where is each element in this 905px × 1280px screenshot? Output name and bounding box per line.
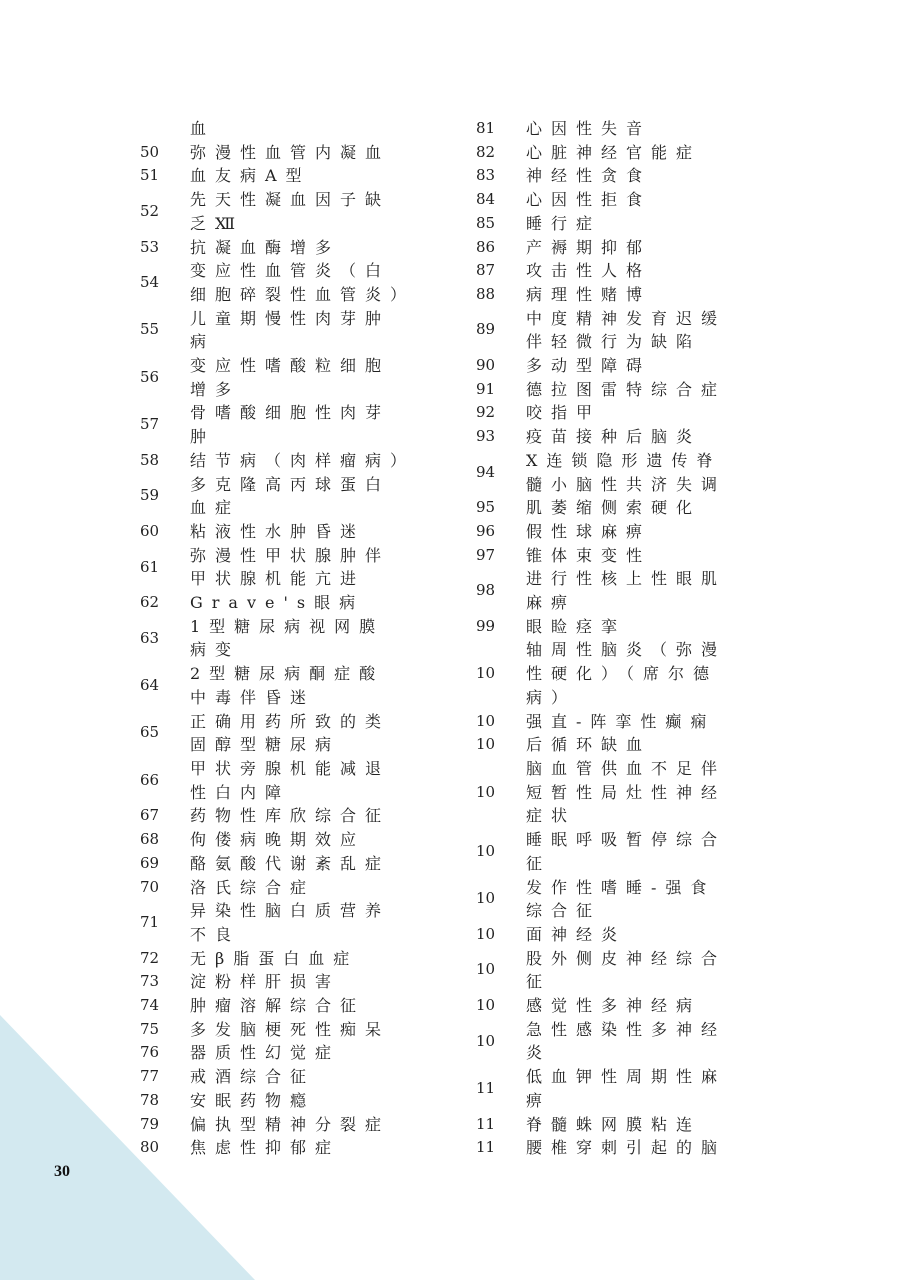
entry-number: 51 <box>140 166 160 185</box>
entry-term-line: 不良 <box>190 924 241 944</box>
entry-number: 81 <box>476 119 496 137</box>
entry-terms <box>190 804 440 828</box>
entry-term-line: 伴轻微行为缺陷 <box>526 332 702 352</box>
entry-term-line: 2型糖尿病酮症酸 <box>190 664 385 684</box>
entry-number: 53 <box>140 237 160 256</box>
entry-number: 89 <box>476 320 496 339</box>
entry-row <box>140 710 440 757</box>
entry-row <box>476 164 776 188</box>
entry-row <box>140 354 440 401</box>
entry-row <box>140 828 440 852</box>
entry-terms <box>190 1018 440 1042</box>
entry-row <box>140 1065 440 1089</box>
entry-number: 96 <box>476 521 496 540</box>
entry-term-line: 药物性库欣综合征 <box>190 806 391 826</box>
entry-number: 91 <box>476 379 496 398</box>
entry-terms <box>526 567 776 614</box>
entry-number: 94 <box>476 462 496 481</box>
entry-row <box>476 401 776 425</box>
entry-number: 50 <box>140 142 160 161</box>
entry-number: 99 <box>476 616 496 635</box>
entry-terms <box>526 188 776 212</box>
entry-term-line: 酪氨酸代谢紊乱症 <box>190 853 391 873</box>
entry-terms <box>526 638 776 709</box>
entry-term-line: 血 <box>190 119 216 138</box>
entry-term-line: 焦虑性抑郁症 <box>190 1138 341 1158</box>
entry-number: 97 <box>476 545 496 564</box>
entry-term-line: 心因性拒食 <box>526 190 652 210</box>
entry-row <box>476 828 776 875</box>
entry-term-line: 变应性嗜酸粒细胞 <box>190 356 391 376</box>
entry-term-line: 疫苗接种后脑炎 <box>526 427 702 447</box>
entry-row <box>140 876 440 900</box>
entry-term-line: 固醇型糖尿病 <box>190 735 341 755</box>
entry-term-line: 安眠药物瘾 <box>190 1090 316 1110</box>
entry-terms <box>526 923 776 947</box>
entry-term-line: 弥漫性甲状腺肿伴 <box>190 545 391 565</box>
entry-row <box>476 1065 776 1112</box>
entry-terms <box>526 283 776 307</box>
entry-terms <box>526 378 776 402</box>
entry-row <box>140 164 440 188</box>
entry-number: 59 <box>140 486 160 505</box>
entry-terms <box>526 425 776 449</box>
entry-terms <box>526 994 776 1018</box>
entry-terms <box>190 354 440 401</box>
entry-terms <box>526 164 776 188</box>
entry-terms <box>190 947 440 971</box>
entry-row <box>476 710 776 734</box>
entry-number: 84 <box>476 190 496 209</box>
entry-number: 78 <box>140 1090 160 1109</box>
entry-term-line: 病 <box>190 332 216 352</box>
entry-terms <box>526 236 776 260</box>
entry-term-line: 多动型障碍 <box>526 356 652 376</box>
entry-terms <box>190 236 440 260</box>
entry-number: 82 <box>476 142 496 161</box>
entry-number: 67 <box>140 806 160 825</box>
entry-number: 10 <box>476 924 496 943</box>
entry-number: 90 <box>476 356 496 375</box>
entry-number: 73 <box>140 972 160 991</box>
entry-terms <box>190 828 440 852</box>
entry-term-line: 病） <box>526 687 577 707</box>
entry-terms <box>190 473 440 520</box>
entry-term-line: 攻击性人格 <box>526 261 652 281</box>
entry-row <box>140 1041 440 1065</box>
entry-term-line: 心因性失音 <box>526 119 652 138</box>
entry-row <box>476 757 776 828</box>
entry-number: 88 <box>476 284 496 303</box>
entry-term-line: 粘液性水肿昏迷 <box>190 521 366 541</box>
entry-row <box>476 638 776 709</box>
entry-row <box>476 188 776 212</box>
entry-row <box>476 994 776 1018</box>
entry-term-line: 产褥期抑郁 <box>526 237 652 257</box>
entry-row <box>476 425 776 449</box>
entry-terms <box>526 401 776 425</box>
entry-terms <box>526 520 776 544</box>
entry-row <box>476 378 776 402</box>
entry-row <box>140 970 440 994</box>
entry-terms <box>190 1113 440 1137</box>
entry-number: 10 <box>476 889 496 908</box>
entry-term-line: 血症 <box>190 498 241 518</box>
entry-term-line: 1型糖尿病视网膜 <box>190 616 385 636</box>
entry-terms <box>190 899 440 946</box>
entry-terms <box>526 733 776 757</box>
entry-term-line: 正确用药所致的类 <box>190 711 391 731</box>
entry-row <box>476 117 776 141</box>
entry-term-line: 病理性赌博 <box>526 284 652 304</box>
entry-term-line: 征 <box>526 972 552 992</box>
entry-term-line: 麻痹 <box>526 593 577 613</box>
entry-term-line: 骨嗜酸细胞性肉芽 <box>190 403 391 423</box>
entry-row <box>140 259 440 306</box>
entry-terms <box>526 757 776 828</box>
entry-number: 83 <box>476 166 496 185</box>
entry-number: 80 <box>140 1138 160 1157</box>
entry-terms <box>190 164 440 188</box>
entry-number: 95 <box>476 498 496 517</box>
entry-row <box>140 591 440 615</box>
entry-term-line: 无β脂蛋白血症 <box>190 948 359 968</box>
entry-term-line: 脊髓蛛网膜粘连 <box>526 1114 702 1134</box>
entry-term-line: 综合征 <box>526 901 602 921</box>
entry-term-line: 咬指甲 <box>526 403 602 423</box>
entry-number: 66 <box>140 770 160 789</box>
entry-term-line: 肿瘤溶解综合征 <box>190 996 366 1016</box>
entry-row <box>476 449 776 496</box>
entry-term-line: 性白内障 <box>190 782 291 802</box>
entry-number: 98 <box>476 581 496 600</box>
entry-terms <box>526 259 776 283</box>
entry-terms <box>190 1089 440 1113</box>
entry-number: 60 <box>140 521 160 540</box>
entry-terms <box>190 259 440 306</box>
entry-row <box>140 804 440 828</box>
entry-row <box>140 994 440 1018</box>
entry-number: 55 <box>140 320 160 339</box>
entry-terms <box>526 117 776 141</box>
entry-term-line: 淀粉样肝损害 <box>190 972 341 992</box>
entry-term-line: 强直-阵挛性癫痫 <box>526 711 716 731</box>
entry-row <box>476 1113 776 1137</box>
entry-row <box>476 141 776 165</box>
entry-number: 10 <box>476 664 496 683</box>
entry-term-line: 睡眠呼吸暂停综合 <box>526 830 727 850</box>
entry-row <box>140 1113 440 1137</box>
entry-terms <box>526 212 776 236</box>
entry-number: 65 <box>140 723 160 742</box>
entry-row <box>476 947 776 994</box>
entry-row <box>140 852 440 876</box>
entry-terms <box>526 1113 776 1137</box>
entry-term-line: 后循环缺血 <box>526 735 652 755</box>
entry-number: 56 <box>140 367 160 386</box>
entry-number: 75 <box>140 1019 160 1038</box>
entry-terms <box>526 1136 776 1160</box>
entry-term-line: 股外侧皮神经综合 <box>526 948 727 968</box>
entry-term-line: 多发脑梗死性痴呆 <box>190 1019 391 1039</box>
entry-number: 87 <box>476 261 496 280</box>
entry-term-line: 锥体束变性 <box>526 545 652 565</box>
entry-term-line: 轴周性脑炎（弥漫 <box>526 640 727 660</box>
entry-term-line: 增多 <box>190 379 241 399</box>
entry-term-line: X连锁隐形遗传脊 <box>526 450 722 470</box>
entry-row <box>140 1018 440 1042</box>
entry-term-line: 肌萎缩侧索硬化 <box>526 498 702 518</box>
entry-terms <box>190 757 440 804</box>
entry-term-line: 弥漫性血管内凝血 <box>190 142 391 162</box>
entry-term-line: 心脏神经官能症 <box>526 142 702 162</box>
entry-number: 64 <box>140 676 160 695</box>
entry-terms <box>190 662 440 709</box>
entry-terms <box>190 710 440 757</box>
entry-row <box>140 236 440 260</box>
entry-term-line: 病变 <box>190 640 241 660</box>
entry-term-line: 感觉性多神经病 <box>526 996 702 1016</box>
entry-number: 79 <box>140 1114 160 1133</box>
entry-terms <box>190 401 440 448</box>
entry-row <box>140 449 440 473</box>
entry-number: 10 <box>476 711 496 730</box>
right-column <box>476 117 776 1160</box>
entry-number: 52 <box>140 201 160 220</box>
entry-number: 58 <box>140 450 160 469</box>
entry-row <box>140 1089 440 1113</box>
entry-terms <box>190 520 440 544</box>
entry-number: 74 <box>140 996 160 1015</box>
entry-terms <box>190 1041 440 1065</box>
entry-terms <box>190 449 440 473</box>
entry-number: 72 <box>140 948 160 967</box>
entry-number: 11 <box>476 1138 496 1157</box>
entry-term-line: 急性感染性多神经 <box>526 1019 727 1039</box>
entry-row <box>140 401 440 448</box>
entry-terms <box>526 544 776 568</box>
entry-term-line: 偏执型精神分裂症 <box>190 1114 391 1134</box>
entry-term-line: 细胞碎裂性血管炎） <box>190 284 416 304</box>
entry-row <box>140 141 440 165</box>
entry-term-line: 儿童期慢性肉芽肿 <box>190 308 391 328</box>
entry-terms <box>190 994 440 1018</box>
entry-row <box>476 307 776 354</box>
entry-row <box>476 212 776 236</box>
entry-term-line: 低血钾性周期性麻 <box>526 1067 727 1087</box>
entry-number: 69 <box>140 853 160 872</box>
entry-terms <box>190 591 440 615</box>
entry-term-line: 结节病（肉样瘤病） <box>190 450 416 470</box>
entry-number: 10 <box>476 996 496 1015</box>
entry-row <box>140 1136 440 1160</box>
entry-terms <box>190 852 440 876</box>
entry-row <box>140 520 440 544</box>
entry-row <box>140 307 440 354</box>
entry-term-line: 性硬化）（席尔德 <box>526 664 719 684</box>
entry-row <box>476 496 776 520</box>
entry-row <box>476 283 776 307</box>
entry-term-line: 肿 <box>190 427 216 447</box>
entry-term-line: 痹 <box>526 1090 552 1110</box>
entry-row <box>476 236 776 260</box>
entry-term-line: 炎 <box>526 1043 552 1063</box>
entry-number: 11 <box>476 1114 496 1133</box>
entry-row <box>476 1136 776 1160</box>
entry-number: 77 <box>140 1067 160 1086</box>
entry-terms <box>526 1018 776 1065</box>
entry-row <box>140 188 440 235</box>
entry-term-line: 进行性核上性眼肌 <box>526 569 727 589</box>
entry-term-line: 假性球麻痹 <box>526 521 652 541</box>
entry-row <box>140 899 440 946</box>
entry-number: 57 <box>140 415 160 434</box>
entry-terms <box>190 970 440 994</box>
entry-row <box>476 354 776 378</box>
entry-number: 70 <box>140 877 160 896</box>
entry-terms <box>190 141 440 165</box>
entry-row <box>476 923 776 947</box>
entry-terms <box>190 876 440 900</box>
entry-row <box>476 1018 776 1065</box>
entry-term-line: 抗凝血酶增多 <box>190 237 341 257</box>
entry-term-line: 睡行症 <box>526 213 602 233</box>
entry-term-line: 脑血管供血不足伴 <box>526 758 727 778</box>
entry-row <box>476 733 776 757</box>
entry-term-line: 中度精神发育迟缓 <box>526 308 727 328</box>
entry-term-line: 多克隆高丙球蛋白 <box>190 474 391 494</box>
entry-number: 85 <box>476 213 496 232</box>
entry-term-line: 佝偻病晚期效应 <box>190 830 366 850</box>
entry-term-line: 中毒伴昏迷 <box>190 687 316 707</box>
entry-number: 54 <box>140 273 160 292</box>
entry-row <box>140 544 440 591</box>
entry-number: 10 <box>476 1031 496 1050</box>
page-number: 30 <box>54 1163 70 1180</box>
entry-term-line: 短暂性局灶性神经 <box>526 782 727 802</box>
entry-row <box>140 947 440 971</box>
entry-terms <box>526 354 776 378</box>
entry-number: 63 <box>140 628 160 647</box>
entry-term-line: 异染性脑白质营养 <box>190 901 391 921</box>
entry-row <box>476 876 776 923</box>
entry-terms <box>526 876 776 923</box>
entry-terms <box>526 449 776 496</box>
entry-terms <box>526 1065 776 1112</box>
entry-terms <box>526 496 776 520</box>
entry-term-line: 先天性凝血因子缺 <box>190 190 391 210</box>
entry-row <box>140 662 440 709</box>
entry-term-line: 乏Ⅻ <box>190 213 245 233</box>
entry-number: 11 <box>476 1078 496 1097</box>
entry-row <box>140 117 440 141</box>
entry-number: 76 <box>140 1043 160 1062</box>
entry-row <box>476 259 776 283</box>
entry-number: 68 <box>140 830 160 849</box>
entry-terms <box>190 188 440 235</box>
entry-terms <box>190 307 440 354</box>
entry-term-line: 髓小脑性共济失调 <box>526 474 727 494</box>
entry-terms <box>526 141 776 165</box>
entry-row <box>476 544 776 568</box>
entry-number: 10 <box>476 841 496 860</box>
entry-number: 86 <box>476 237 496 256</box>
entry-terms <box>526 307 776 354</box>
entry-row <box>476 567 776 614</box>
entry-term-line: 腰椎穿刺引起的脑 <box>526 1138 727 1158</box>
entry-term-line: 神经性贪食 <box>526 166 652 186</box>
entry-term-line: 血友病A型 <box>190 166 311 186</box>
entry-row <box>140 757 440 804</box>
entry-term-line: 征 <box>526 853 552 873</box>
entry-number: 10 <box>476 960 496 979</box>
entry-term-line: 变应性血管炎（白 <box>190 261 391 281</box>
entry-terms <box>190 117 440 141</box>
entry-term-line: 甲状旁腺机能减退 <box>190 758 391 778</box>
entry-row <box>140 615 440 662</box>
entry-term-line: 面神经炎 <box>526 924 627 944</box>
entry-term-line: 洛氏综合症 <box>190 877 316 897</box>
entry-term-line: Grave's眼病 <box>190 593 365 613</box>
entry-number: 92 <box>476 403 496 422</box>
entry-term-line: 眼睑痉挛 <box>526 616 627 636</box>
entry-terms <box>526 828 776 875</box>
entry-terms <box>526 947 776 994</box>
entry-number: 61 <box>140 557 160 576</box>
entry-term-line: 发作性嗜睡-强食 <box>526 877 716 897</box>
entry-row <box>476 615 776 639</box>
entry-terms <box>190 1136 440 1160</box>
entry-number: 93 <box>476 427 496 446</box>
entry-terms <box>190 615 440 662</box>
entry-terms <box>190 544 440 591</box>
entry-number: 10 <box>476 735 496 754</box>
entry-term-line: 德拉图雷特综合症 <box>526 379 727 399</box>
entry-terms <box>190 1065 440 1089</box>
entry-number: 71 <box>140 913 160 932</box>
entry-row <box>140 473 440 520</box>
entry-row <box>476 520 776 544</box>
entry-term-line: 甲状腺机能亢进 <box>190 569 366 589</box>
entry-terms <box>526 615 776 639</box>
entry-terms <box>526 710 776 734</box>
entry-term-line: 器质性幻觉症 <box>190 1043 341 1063</box>
left-column <box>140 117 440 1160</box>
entry-term-line: 戒酒综合征 <box>190 1067 316 1087</box>
entry-number: 10 <box>476 782 496 801</box>
entry-term-line: 症状 <box>526 806 577 826</box>
entry-number: 62 <box>140 593 160 612</box>
